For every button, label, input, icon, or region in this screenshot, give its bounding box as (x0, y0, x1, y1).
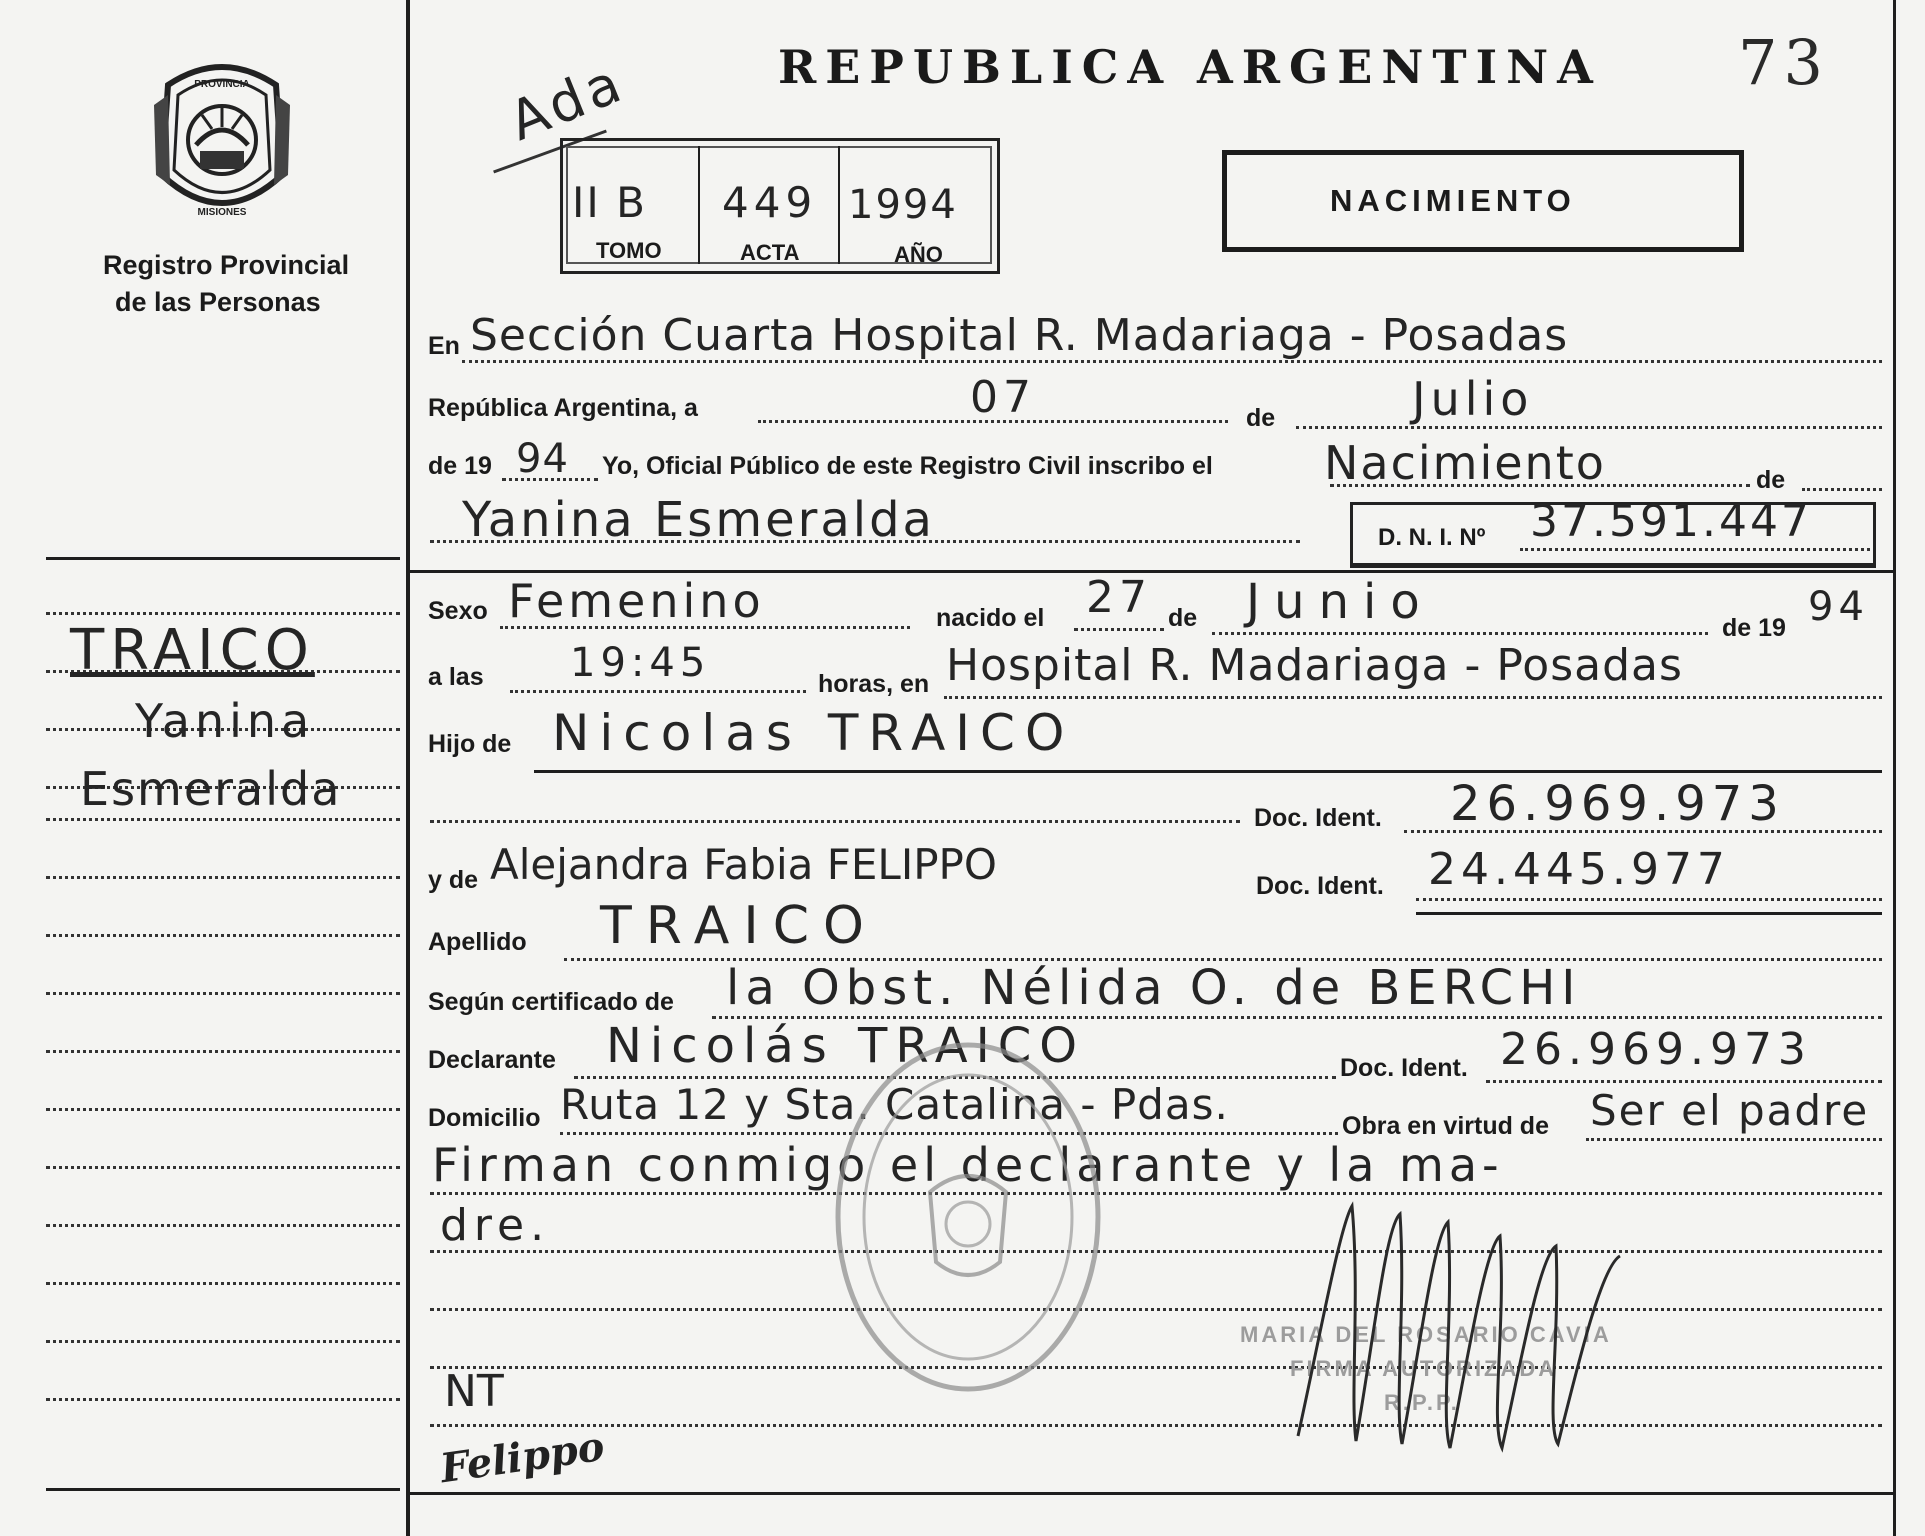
dotted-line (1520, 548, 1870, 551)
dotted-line (430, 820, 1240, 823)
dotted-line (1404, 830, 1882, 833)
seal-top-text: PROVINCIA (194, 79, 250, 90)
value-nac-anio: 94 (1808, 584, 1869, 630)
left-dotted-line (46, 612, 400, 615)
label-apellido: Apellido (428, 928, 527, 956)
value-lugar: Sección Cuarta Hospital R. Madariaga - Posadas (470, 310, 1569, 361)
agency-name-line1: Registro Provincial (103, 250, 350, 280)
left-dotted-line (46, 934, 400, 937)
value-certificado: la Obst. Nélida O. de BERCHI (726, 960, 1582, 1016)
left-dotted-line (46, 818, 400, 821)
dotted-line (1074, 628, 1164, 631)
dotted-line (1486, 1080, 1882, 1083)
label-de: de (1246, 404, 1276, 432)
stamp-line2: FIRMA AUTORIZADA (1290, 1356, 1558, 1381)
label-a-las: a las (428, 663, 484, 691)
label-domicilio: Domicilio (428, 1104, 541, 1132)
label-obra-en-virtud: Obra en virtud de (1342, 1112, 1549, 1140)
dotted-line (430, 1308, 1882, 1311)
label-de-name: de (1756, 466, 1786, 494)
record-box-divider (838, 146, 840, 264)
value-nac-dia: 27 (1086, 572, 1152, 623)
signature-felippo: Felippo (437, 1422, 608, 1493)
left-dotted-line (46, 876, 400, 879)
official-round-seal (828, 1032, 1108, 1402)
label-doc-ident: Doc. Ident. (1254, 804, 1382, 832)
body-rule-bottom (410, 1492, 1893, 1495)
left-dotted-line (46, 1224, 400, 1227)
label-declarante: Declarante (428, 1046, 556, 1074)
left-dotted-line (46, 1050, 400, 1053)
value-apellido: TRAICO (600, 896, 878, 956)
value-padre-doc: 26.969.973 (1450, 776, 1785, 832)
left-dotted-line (46, 992, 400, 995)
dotted-line (430, 540, 1300, 543)
stamp-line1: MARIA DEL ROSARIO CAVIA (1240, 1322, 1612, 1347)
label-doc-ident-madre: Doc. Ident. (1256, 872, 1384, 900)
agency-name-line2: de las Personas (115, 287, 321, 317)
dotted-line (510, 690, 806, 693)
record-box-divider (698, 146, 700, 264)
label-nacido-el: nacido el (936, 604, 1045, 632)
value-nombre: Yanina Esmeralda (462, 492, 935, 548)
dotted-line (430, 1192, 1882, 1195)
dotted-line (1296, 426, 1882, 429)
dotted-line (430, 1250, 1882, 1253)
document-type-label: NACIMIENTO (1330, 183, 1576, 218)
value-firma-texto2: dre. (440, 1200, 551, 1251)
value-hora: 19:45 (570, 640, 711, 686)
handwritten-note: Ada (500, 50, 634, 153)
label-y-de: y de (428, 866, 479, 894)
label-de-19: de 19 (428, 452, 492, 480)
stamp-line3: R.P.P. (1384, 1390, 1460, 1415)
value-sexo: Femenino (508, 574, 765, 628)
underline (1416, 912, 1882, 915)
label-hijo-de: Hijo de (428, 730, 512, 758)
label-republica: República Argentina, a (428, 394, 698, 422)
margin-surname: TRAICO (70, 618, 315, 683)
acta-label: ACTA (740, 240, 800, 265)
value-dni: 37.591.447 (1530, 496, 1812, 547)
dotted-line (430, 1424, 1882, 1427)
value-nac-mes: Junio (1246, 574, 1434, 630)
document-title: REPUBLICA ARGENTINA (778, 40, 1602, 94)
left-rule-top (46, 557, 400, 560)
dotted-line (1416, 898, 1882, 901)
dotted-line (1586, 1138, 1882, 1141)
acta-value: 449 (722, 178, 818, 227)
tomo-value: II B (572, 178, 647, 227)
label-dni: D. N. I. Nº (1378, 524, 1486, 551)
value-anio-corto: 94 (516, 436, 569, 482)
value-domicilio: Ruta 12 y Sta. Catalina - Pdas. (560, 1080, 1229, 1129)
seal-bottom-text: MISIONES (197, 207, 247, 218)
label-de-mes: de (1168, 604, 1198, 632)
dotted-line (944, 696, 1882, 699)
province-seal-icon (148, 55, 296, 227)
left-dotted-line (46, 1282, 400, 1285)
label-yo-oficial: Yo, Oficial Público de este Registro Civil inscribo el (602, 452, 1213, 480)
official-signature-icon (1290, 1186, 1650, 1456)
value-madre: Alejandra Fabia FELIPPO (490, 840, 997, 889)
signature-initials: NT (444, 1366, 504, 1417)
value-obra: Ser el padre (1590, 1086, 1870, 1135)
left-dotted-line (46, 1108, 400, 1111)
value-mes: Julio (1412, 372, 1534, 426)
dotted-line (1330, 484, 1750, 487)
value-dia: 07 (970, 372, 1036, 423)
left-dotted-line (46, 1398, 400, 1401)
value-firma-texto: Firman conmigo el declarante y la ma- (432, 1138, 1504, 1192)
anio-value: 1994 (848, 182, 958, 228)
value-declarante-doc: 26.969.973 (1500, 1024, 1812, 1075)
margin-given-name1: Yanina (135, 694, 315, 748)
value-madre-doc: 24.445.977 (1428, 844, 1730, 895)
tomo-label: TOMO (596, 238, 662, 263)
label-de-19b: de 19 (1722, 614, 1786, 642)
label-sexo: Sexo (428, 597, 488, 625)
underline (534, 770, 1882, 773)
label-en: En (428, 332, 460, 360)
dotted-line (430, 1366, 1882, 1369)
left-column-divider (406, 0, 410, 1536)
left-rule-bottom (46, 1488, 400, 1491)
value-declarante: Nicolás TRAICO (606, 1018, 1086, 1074)
value-lugar-nac: Hospital R. Madariaga - Posadas (946, 640, 1683, 691)
value-padre: Nicolas TRAICO (552, 704, 1075, 762)
page-number: 73 (1738, 26, 1829, 99)
anio-label: AÑO (894, 242, 943, 267)
label-horas-en: horas, en (818, 670, 930, 698)
label-doc-ident-declarante: Doc. Ident. (1340, 1054, 1468, 1082)
left-dotted-line (46, 1340, 400, 1343)
dotted-line (1212, 632, 1708, 635)
label-segun-cert: Según certificado de (428, 988, 674, 1016)
dotted-line (1802, 488, 1882, 491)
left-dotted-line (46, 1166, 400, 1169)
margin-given-name2: Esmeralda (80, 762, 342, 816)
value-acto: Nacimiento (1324, 436, 1606, 490)
right-page-edge (1893, 0, 1896, 1536)
